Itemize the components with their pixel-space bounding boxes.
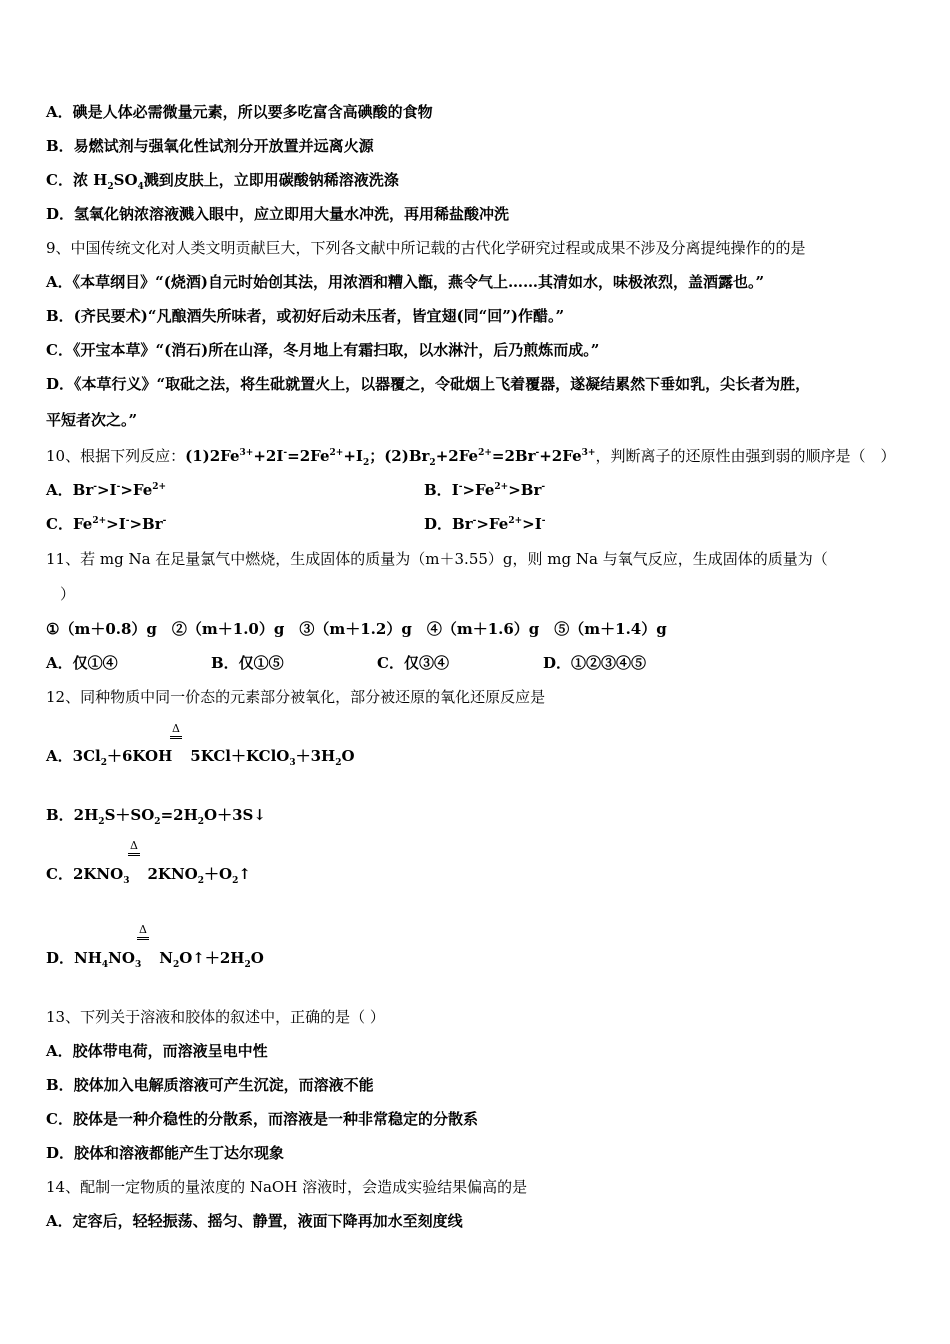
q12-option-c: C．$2KNO_3$ $2KNO_2+O_2↑$ bbox=[46, 865, 251, 886]
q11-option-a: A．仅①④ bbox=[46, 654, 118, 672]
q11-option-b: B．仅①⑤ bbox=[211, 654, 284, 672]
q8-option-a: A．碘是人体必需微量元素，所以要多吃富含高碘酸的食物 bbox=[46, 103, 433, 121]
q12-d-heat-sign: Δ bbox=[137, 924, 149, 940]
q8-option-c: C．浓 $H_2SO_4$溅到皮肤上，立即用碳酸钠稀溶液洗涤 bbox=[46, 171, 399, 192]
q12-stem: 12、同种物质中同一价态的元素部分被氧化，部分被还原的氧化还原反应是 bbox=[46, 688, 546, 706]
q9-option-b: B．(齐民要术)“凡酿酒失所味者，或初好后动未压者，皆宜翅(同“回”)作醋。” bbox=[46, 307, 565, 325]
q9-option-d-cont: 平短者次之。” bbox=[46, 411, 138, 429]
q10-option-b: B．$I^->Fe^{2+}>Br^-$ bbox=[424, 481, 546, 499]
q12-option-d: D．$NH_4NO_3$ $N_2O↑+2H_2O$ bbox=[46, 949, 264, 970]
q8-option-b: B．易燃试剂与强氧化性试剂分开放置并远离火源 bbox=[46, 137, 374, 155]
q9-option-c: C．《开宝本草》“(消石)所在山泽，冬月地上有霜扫取，以水淋汁，后乃煎炼而成。” bbox=[46, 341, 600, 359]
q9-option-a: A．《本草纲目》“(烧酒)自元时始创其法，用浓酒和糟入甑，燕令气上……其清如水，味极浓烈，盖酒露也。” bbox=[46, 273, 765, 291]
q12-option-a: A．$3Cl_2+6KOH$ $5KCl+KClO_3+3H_2O$ bbox=[46, 747, 355, 768]
q9-stem: 9、中国传统文化对人类文明贡献巨大，下列各文献中所记载的古代化学研究过程或成果不涉及分离提纯操作的的是 bbox=[46, 239, 806, 257]
q13-stem: 13、下列关于溶液和胶体的叙述中，正确的是（ ） bbox=[46, 1008, 385, 1026]
q12-option-b: B．$2H_2S+SO_2=2H_2O+3S↓$ bbox=[46, 806, 266, 827]
q11-stem: 11、若 mg Na 在足量氯气中燃烧，生成固体的质量为（m＋3.55）g，则 mg Na 与氧气反应，生成固体的质量为（ bbox=[46, 550, 828, 568]
q10-options-row2 bbox=[46, 514, 546, 534]
q13-option-d: D．胶体和溶液都能产生丁达尔现象 bbox=[46, 1144, 285, 1162]
q9-option-d: D．《本草行义》“取砒之法，将生砒就置火上，以器覆之，令砒烟上飞着覆器，遂凝结累然下垂如乳，尖长者为胜， bbox=[46, 375, 811, 393]
q10-stem: 10、根据下列反应：$(1)2Fe^{3+}+2I^-=2Fe^{2+}+I_2$；$(2)Br_2+2Fe^{2+}=2Br^-+2Fe^{3+}$，判断离子的还原性由强到弱的顺序是（ ） bbox=[46, 447, 896, 468]
q11-stem-cont: ） bbox=[60, 585, 76, 603]
q14-option-a: A．定容后，轻轻振荡、摇匀、静置，液面下降再加水至刻度线 bbox=[46, 1212, 463, 1230]
q10-option-c: C．$Fe^{2+}>I^->Br^-$ bbox=[46, 515, 167, 533]
q11-choices: ①（m＋0.8）g ②（m＋1.0）g ③（m＋1.2）g ④（m＋1.6）g ⑤（m＋1.4）g bbox=[46, 620, 667, 638]
q12-a-heat-sign: Δ bbox=[170, 723, 182, 739]
q11-option-d: D．①②③④⑤ bbox=[543, 654, 647, 672]
q13-option-c: C．胶体是一种介稳性的分散系，而溶液是一种非常稳定的分散系 bbox=[46, 1110, 478, 1128]
q13-option-a: A．胶体带电荷，而溶液呈电中性 bbox=[46, 1042, 268, 1060]
q10-option-a: A．$Br^->I^->Fe^{2+}$ bbox=[46, 481, 167, 499]
q14-stem: 14、配制一定物质的量浓度的 NaOH 溶液时，会造成实验结果偏高的是 bbox=[46, 1178, 528, 1196]
q12-c-heat-sign: Δ bbox=[128, 840, 140, 856]
q8-option-d: D．氢氧化钠浓溶液溅入眼中，应立即用大量水冲洗，再用稀盐酸冲洗 bbox=[46, 205, 510, 223]
q13-option-b: B．胶体加入电解质溶液可产生沉淀，而溶液不能 bbox=[46, 1076, 374, 1094]
q10-option-d: D．$Br^->Fe^{2+}>I^-$ bbox=[424, 515, 546, 533]
q10-options-row1 bbox=[46, 480, 546, 500]
q11-option-c: C．仅③④ bbox=[377, 654, 449, 672]
